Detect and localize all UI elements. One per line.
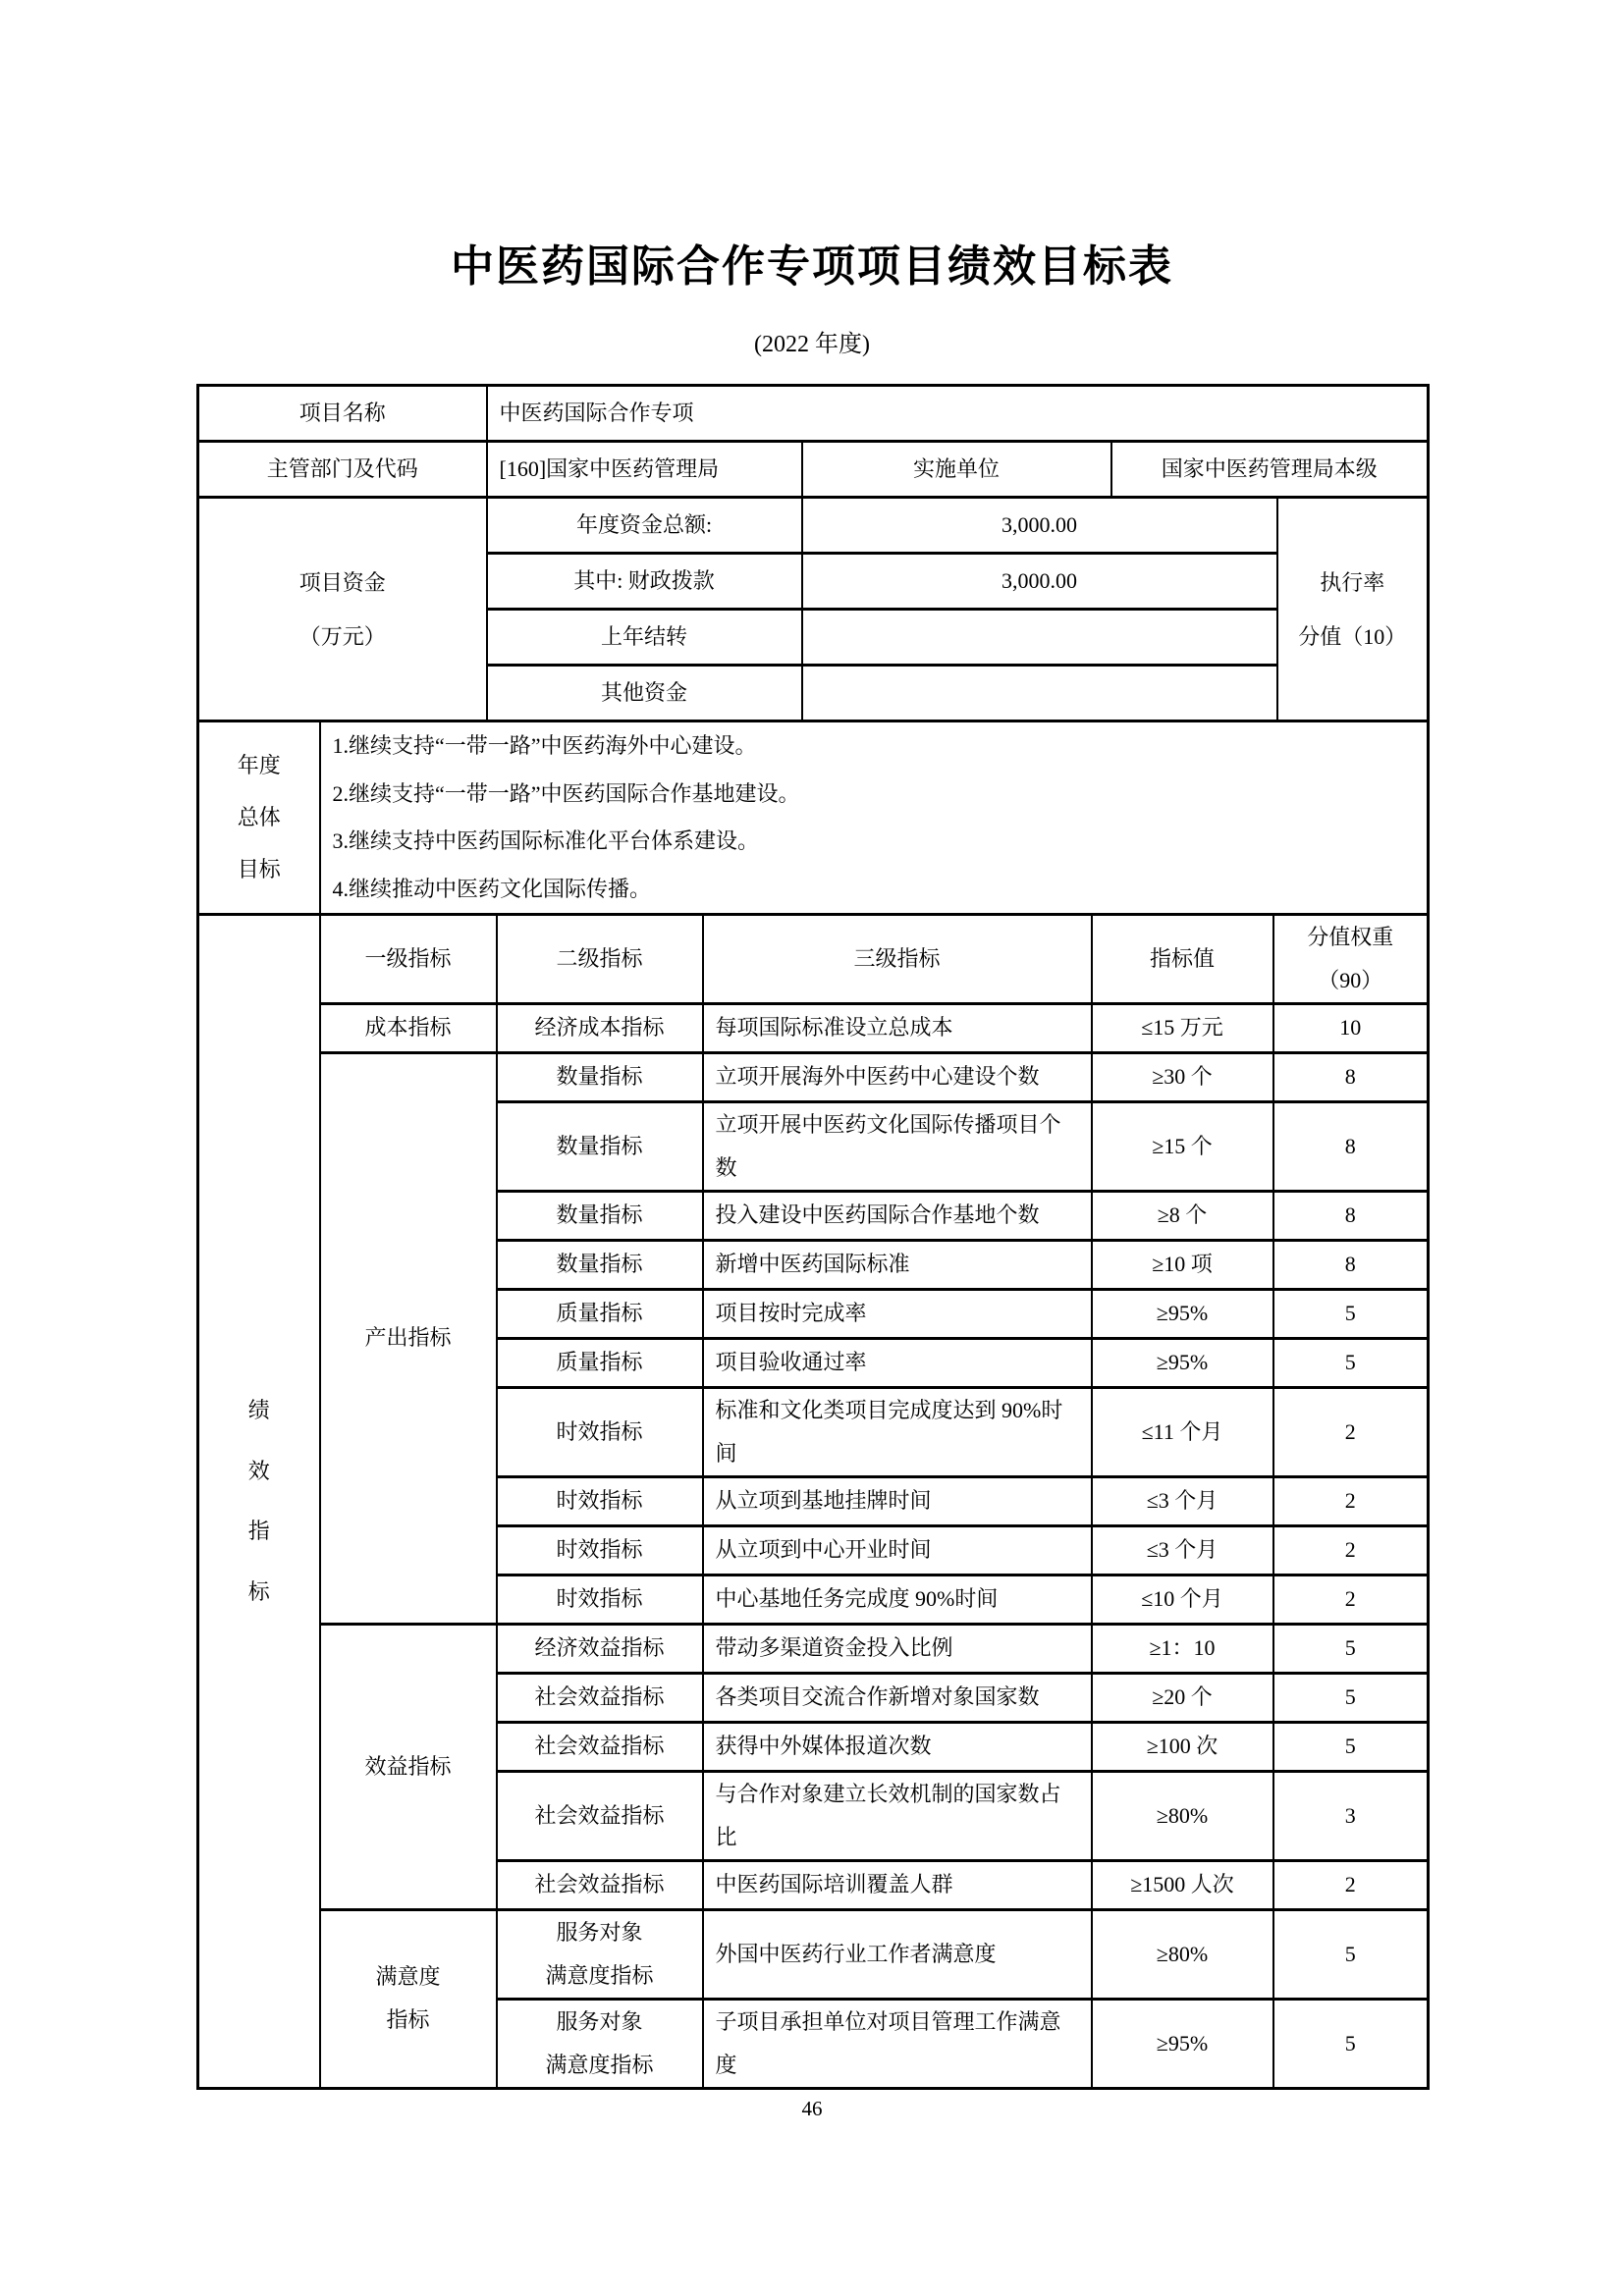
project-name-row	[198, 386, 1429, 442]
header-level3: 三级指标	[703, 914, 1092, 1003]
funding-fiscal-label: 其中: 财政拨款	[487, 554, 802, 610]
level2-indicator-cell: 数量指标	[497, 1240, 703, 1289]
indicator-weight-cell: 2	[1273, 1476, 1429, 1525]
basic-info-table	[196, 384, 1430, 499]
indicator-weight-cell: 10	[1273, 1003, 1429, 1052]
department-value: [160]国家中医药管理局	[487, 442, 802, 498]
side-label-char: 标	[247, 1579, 270, 1605]
indicator-value-cell: ≤10 个月	[1092, 1575, 1273, 1624]
indicator-value-cell: ≥10 项	[1092, 1240, 1273, 1289]
level3-indicator-cell: 各类项目交流合作新增对象国家数	[703, 1673, 1092, 1722]
page-number: 46	[801, 2097, 823, 2120]
level2-indicator-cell: 服务对象 满意度指标	[497, 1999, 703, 2088]
performance-indicators-side-label	[198, 914, 320, 2088]
annual-goals-row	[198, 721, 1429, 915]
indicators-table	[196, 913, 1430, 2090]
funding-fiscal-value: 3,000.00	[802, 554, 1277, 610]
level3-indicator-cell: 子项目承担单位对项目管理工作满意度	[703, 1999, 1092, 2088]
indicator-value-cell: ≥20 个	[1092, 1673, 1273, 1722]
indicator-weight-cell: 5	[1273, 1289, 1429, 1338]
level3-indicator-cell: 新增中医药国际标准	[703, 1240, 1092, 1289]
annual-goals-label-line1: 年度	[237, 752, 281, 777]
indicator-header-row	[198, 914, 1429, 1003]
level3-indicator-cell: 获得中外媒体报道次数	[703, 1722, 1092, 1771]
annual-goals-label-line3: 目标	[237, 856, 281, 881]
indicator-value-cell: ≥8 个	[1092, 1191, 1273, 1240]
indicator-value-cell: ≥1：10	[1092, 1624, 1273, 1673]
header-value: 指标值	[1092, 914, 1273, 1003]
level3-indicator-cell: 立项开展海外中医药中心建设个数	[703, 1052, 1092, 1101]
indicator-value-cell: ≤11 个月	[1092, 1387, 1273, 1476]
indicator-value-cell: ≥95%	[1092, 1338, 1273, 1387]
indicator-value-cell: ≥1500 人次	[1092, 1860, 1273, 1909]
level2-indicator-cell: 数量指标	[497, 1101, 703, 1191]
header-weight-line2: （90）	[1318, 967, 1383, 992]
execution-rate-line2: 分值（10）	[1298, 623, 1407, 649]
indicator-value-cell: ≥15 个	[1092, 1101, 1273, 1191]
goal-item-4: 4.继续推动中医药文化国际传播。	[332, 876, 652, 901]
indicator-weight-cell: 2	[1273, 1575, 1429, 1624]
level2-indicator-cell: 质量指标	[497, 1289, 703, 1338]
level2-indicator-cell: 社会效益指标	[497, 1771, 703, 1860]
indicator-weight-cell: 8	[1273, 1052, 1429, 1101]
indicator-row	[198, 1624, 1429, 1673]
indicator-row	[198, 1909, 1429, 1999]
level3-indicator-cell: 中医药国际培训覆盖人群	[703, 1860, 1092, 1909]
indicator-weight-cell: 8	[1273, 1240, 1429, 1289]
level3-indicator-cell: 外国中医药行业工作者满意度	[703, 1909, 1092, 1999]
indicator-weight-cell: 5	[1273, 1909, 1429, 1999]
execution-rate-label	[1277, 498, 1429, 721]
level2-indicator-cell: 质量指标	[497, 1338, 703, 1387]
implementing-unit-label: 实施单位	[802, 442, 1111, 498]
level2-indicator-cell: 数量指标	[497, 1052, 703, 1101]
header-level1: 一级指标	[320, 914, 497, 1003]
execution-rate-line1: 执行率	[1320, 569, 1385, 595]
level2-indicator-cell: 社会效益指标	[497, 1722, 703, 1771]
indicator-weight-cell: 2	[1273, 1860, 1429, 1909]
level1-indicator-cell: 成本指标	[320, 1003, 497, 1052]
page-title: 中医药国际合作专项项目绩效目标表	[451, 242, 1173, 291]
annual-goals-label-line2: 总体	[237, 804, 281, 829]
indicator-weight-cell: 2	[1273, 1387, 1429, 1476]
side-label-char: 效	[247, 1458, 270, 1483]
page-subtitle: (2022 年度)	[754, 332, 870, 358]
annual-goals-content	[320, 721, 1429, 915]
funding-total-label: 年度资金总额:	[487, 498, 802, 554]
department-row	[198, 442, 1429, 498]
level3-indicator-cell: 立项开展中医药文化国际传播项目个数	[703, 1101, 1092, 1191]
indicator-weight-cell: 8	[1273, 1101, 1429, 1191]
level2-indicator-cell: 时效指标	[497, 1476, 703, 1525]
department-label: 主管部门及代码	[198, 442, 487, 498]
level3-indicator-cell: 项目按时完成率	[703, 1289, 1092, 1338]
level2-indicator-cell: 服务对象 满意度指标	[497, 1909, 703, 1999]
level1-indicator-cell: 满意度 指标	[320, 1909, 497, 2088]
indicator-weight-cell: 5	[1273, 1624, 1429, 1673]
level2-indicator-cell: 社会效益指标	[497, 1860, 703, 1909]
funding-label-line2: （万元）	[298, 623, 386, 649]
funding-row	[198, 498, 1429, 554]
indicator-value-cell: ≥95%	[1092, 1289, 1273, 1338]
goal-item-2: 2.继续支持“一带一路”中医药国际合作基地建设。	[332, 780, 800, 806]
indicator-tbody	[198, 914, 1429, 2088]
indicator-value-cell: ≥80%	[1092, 1771, 1273, 1860]
level3-indicator-cell: 带动多渠道资金投入比例	[703, 1624, 1092, 1673]
header-weight	[1273, 914, 1429, 1003]
side-label-char: 绩	[247, 1398, 270, 1423]
indicator-value-cell: ≥30 个	[1092, 1052, 1273, 1101]
indicator-weight-cell: 3	[1273, 1771, 1429, 1860]
level3-indicator-cell: 标准和文化类项目完成度达到 90%时间	[703, 1387, 1092, 1476]
indicator-row	[198, 1052, 1429, 1101]
level3-indicator-cell: 从立项到中心开业时间	[703, 1525, 1092, 1575]
indicator-weight-cell: 5	[1273, 1673, 1429, 1722]
implementing-unit-value: 国家中医药管理局本级	[1111, 442, 1429, 498]
level2-indicator-cell: 时效指标	[497, 1387, 703, 1476]
funding-table	[196, 496, 1430, 722]
indicator-weight-cell: 2	[1273, 1525, 1429, 1575]
funding-carryover-value	[802, 610, 1277, 666]
indicator-weight-cell: 5	[1273, 1722, 1429, 1771]
goal-item-3: 3.继续支持中医药国际标准化平台体系建设。	[332, 828, 760, 854]
indicator-value-cell: ≥95%	[1092, 1999, 1273, 2088]
level2-indicator-cell: 经济效益指标	[497, 1624, 703, 1673]
level2-indicator-cell: 时效指标	[497, 1525, 703, 1575]
indicator-weight-cell: 5	[1273, 1999, 1429, 2088]
header-level2: 二级指标	[497, 914, 703, 1003]
level3-indicator-cell: 从立项到基地挂牌时间	[703, 1476, 1092, 1525]
funding-total-value: 3,000.00	[802, 498, 1277, 554]
level3-indicator-cell: 项目验收通过率	[703, 1338, 1092, 1387]
level2-indicator-cell: 时效指标	[497, 1575, 703, 1624]
indicator-value-cell: ≥80%	[1092, 1909, 1273, 1999]
goal-item-1: 1.继续支持“一带一路”中医药海外中心建设。	[332, 733, 757, 759]
level3-indicator-cell: 与合作对象建立长效机制的国家数占比	[703, 1771, 1092, 1860]
indicator-value-cell: ≥100 次	[1092, 1722, 1273, 1771]
funding-label	[198, 498, 487, 721]
annual-goals-label	[198, 721, 320, 915]
indicator-value-cell: ≤3 个月	[1092, 1476, 1273, 1525]
funding-other-label: 其他资金	[487, 666, 802, 721]
project-name-value: 中医药国际合作专项	[487, 386, 1429, 442]
level1-indicator-cell: 产出指标	[320, 1052, 497, 1624]
header-weight-line1: 分值权重	[1307, 924, 1394, 949]
level2-indicator-cell: 经济成本指标	[497, 1003, 703, 1052]
level3-indicator-cell: 投入建设中医药国际合作基地个数	[703, 1191, 1092, 1240]
project-name-label: 项目名称	[198, 386, 487, 442]
level2-indicator-cell: 社会效益指标	[497, 1673, 703, 1722]
level3-indicator-cell: 中心基地任务完成度 90%时间	[703, 1575, 1092, 1624]
annual-goals-table	[196, 720, 1430, 916]
funding-label-line1: 项目资金	[298, 569, 386, 595]
funding-other-value	[802, 666, 1277, 721]
funding-carryover-label: 上年结转	[487, 610, 802, 666]
indicator-weight-cell: 8	[1273, 1191, 1429, 1240]
level2-indicator-cell: 数量指标	[497, 1191, 703, 1240]
indicator-row	[198, 1003, 1429, 1052]
indicator-value-cell: ≤3 个月	[1092, 1525, 1273, 1575]
indicator-value-cell: ≤15 万元	[1092, 1003, 1273, 1052]
level3-indicator-cell: 每项国际标准设立总成本	[703, 1003, 1092, 1052]
side-label-char: 指	[247, 1519, 270, 1544]
indicator-weight-cell: 5	[1273, 1338, 1429, 1387]
level1-indicator-cell: 效益指标	[320, 1624, 497, 1909]
